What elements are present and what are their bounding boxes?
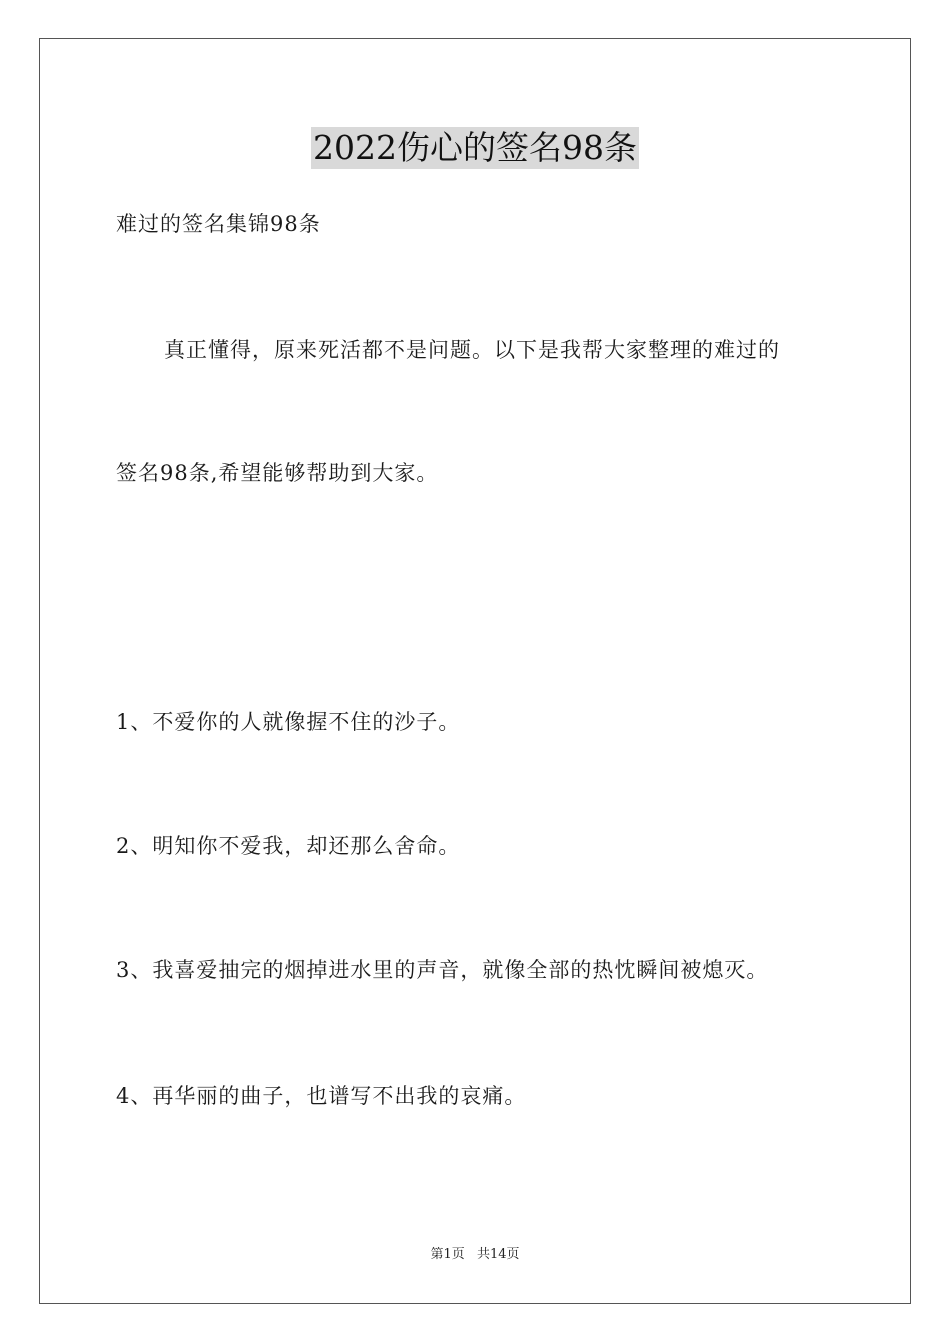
document-title: 2022伤心的签名98条 xyxy=(313,128,637,167)
list-item: 4、再华丽的曲子，也谱写不出我的哀痛。 xyxy=(116,1084,527,1108)
list-item: 2、明知你不爱我，却还那么舍命。 xyxy=(116,834,461,858)
title-container xyxy=(0,127,950,169)
list-item: 3、我喜爱抽完的烟掉进水里的声音，就像全部的热忱瞬间被熄灭。 xyxy=(116,958,769,982)
total-pages: 共14页 xyxy=(476,1247,520,1262)
intro-line-2: 签名98条,希望能够帮助到大家。 xyxy=(116,461,439,485)
page-footer xyxy=(0,1246,950,1264)
intro-line-1: 真正懂得，原来死活都不是问题。以下是我帮大家整理的难过的 xyxy=(164,338,780,362)
subtitle: 难过的签名集锦98条 xyxy=(116,212,321,236)
list-item: 1、不爱你的人就像握不住的沙子。 xyxy=(116,710,461,734)
page-number: 第1页 xyxy=(430,1247,465,1262)
